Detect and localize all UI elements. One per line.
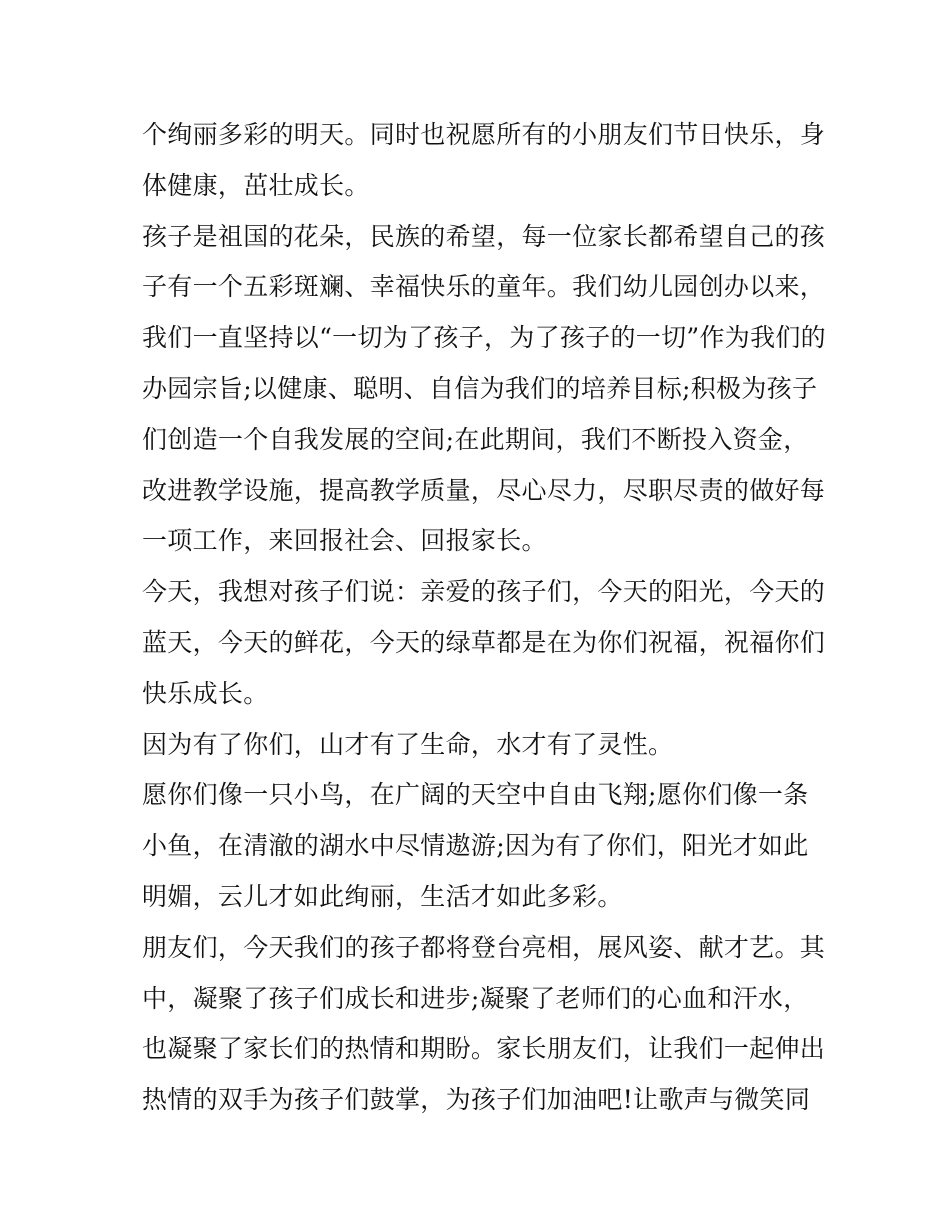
text-line: 朋友们，今天我们的孩子都将登台亮相，展风姿、献才艺。其 — [142, 932, 826, 962]
text-line: 快乐成长。 — [142, 678, 269, 708]
text-line: 个绚丽多彩的明天。同时也祝愿所有的小朋友们节日快乐，身 — [142, 120, 826, 149]
text-line: 蓝天，今天的鲜花，今天的绿草都是在为你们祝福，祝福你们 — [142, 627, 826, 657]
text-line: 办园宗旨;以健康、聪明、自信为我们的培养目标;积极为孩子 — [142, 373, 818, 403]
text-line: 子有一个五彩斑斓、幸福快乐的童年。我们幼儿园创办以来， — [142, 272, 826, 302]
text-line: 今天，我想对孩子们说：亲爱的孩子们，今天的阳光，今天的 — [142, 577, 826, 607]
text-line: 们创造一个自我发展的空间;在此期间，我们不断投入资金， — [142, 424, 809, 454]
text-line: 孩子是祖国的花朵，民族的希望，每一位家长都希望自己的孩 — [142, 221, 826, 251]
text-line: 我们一直坚持以“一切为了孩子，为了孩子的一切”作为我们的 — [142, 323, 826, 353]
text-line: 也凝聚了家长们的热情和期盼。家长朋友们，让我们一起伸出 — [142, 1034, 826, 1064]
text-line: 明媚，云儿才如此绚丽，生活才如此多彩。 — [142, 881, 623, 911]
text-line: 一项工作，来回报社会、回报家长。 — [142, 526, 547, 556]
text-line: 改进教学设施，提高教学质量，尽心尽力，尽职尽责的做好每 — [142, 475, 826, 505]
text-line: 热情的双手为孩子们鼓掌，为孩子们加油吧!让歌声与微笑同 — [142, 1085, 811, 1115]
text-line: 中，凝聚了孩子们成长和进步;凝聚了老师们的心血和汗水， — [142, 983, 809, 1013]
text-line: 愿你们像一只小鸟，在广阔的天空中自由飞翔;愿你们像一条 — [142, 780, 809, 810]
document-body — [142, 110, 826, 1126]
text-line: 因为有了你们，山才有了生命，水才有了灵性。 — [142, 729, 674, 759]
text-line: 小鱼，在清澈的湖水中尽情遨游;因为有了你们，阳光才如此 — [142, 831, 809, 861]
text-line: 体健康，茁壮成长。 — [142, 170, 370, 200]
